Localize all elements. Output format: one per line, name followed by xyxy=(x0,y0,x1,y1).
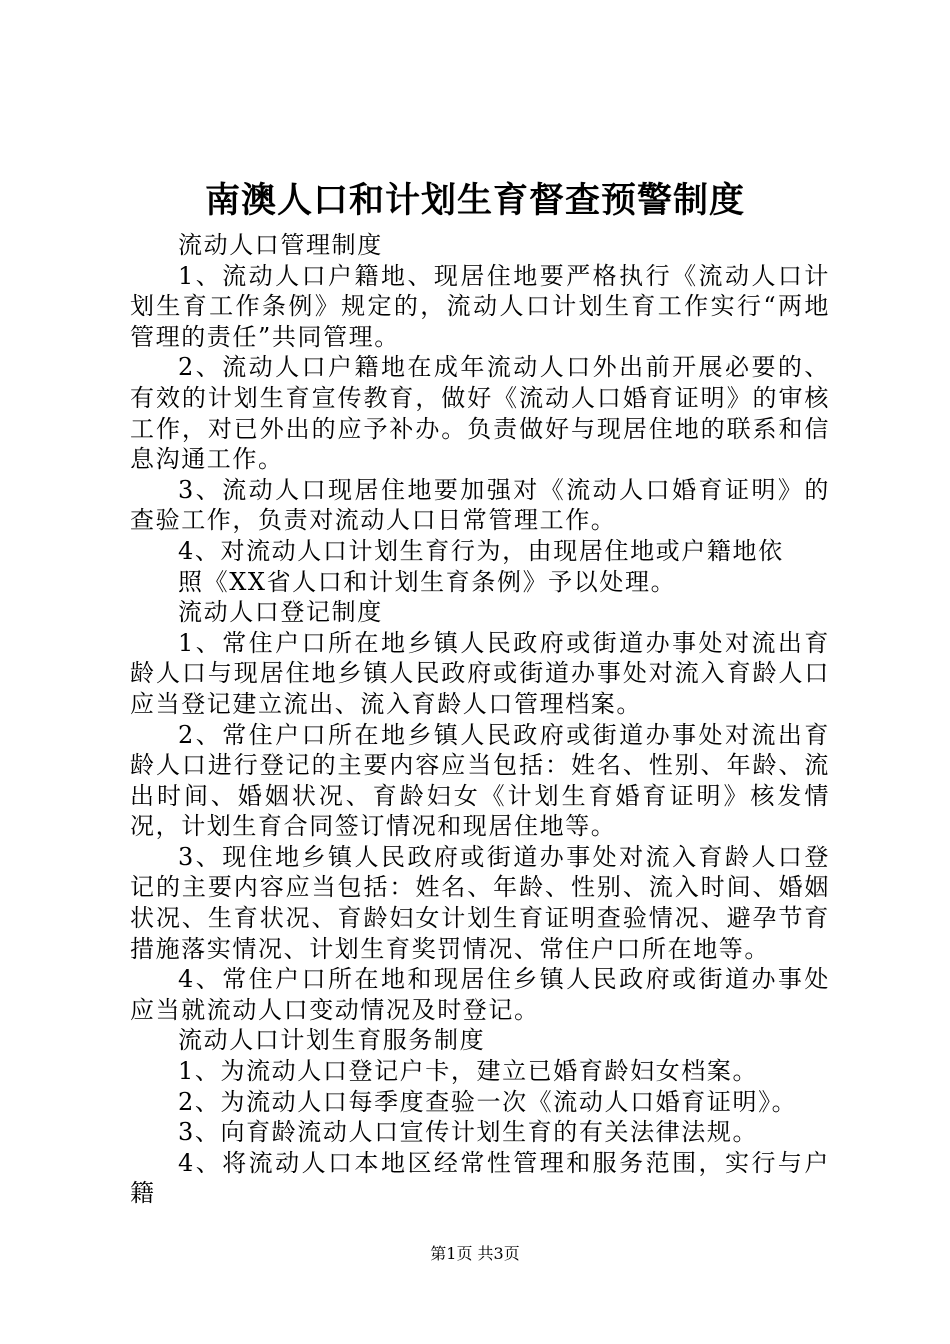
paragraph: 2、流动人口户籍地在成年流动人口外出前开展必要的、有效的计划生育宣传教育，做好《流动人口婚育证明》的审核工作，对已外出的应予补办。负责做好与现居住地的联系和信息沟通工作。 xyxy=(130,353,830,474)
paragraph: 3、现住地乡镇人民政府或街道办事处对流入育龄人口登记的主要内容应当包括：姓名、年龄、性别、流入时间、婚姻状况、生育状况、育龄妇女计划生育证明查验情况、避孕节育措施落实情况、计划生育奖罚情况、常住户口所在地等。 xyxy=(130,842,830,963)
paragraph: 4、将流动人口本地区经常性管理和服务范围，实行与户籍 xyxy=(130,1148,830,1208)
paragraph: 3、向育龄流动人口宣传计划生育的有关法律法规。 xyxy=(178,1118,759,1147)
page-footer: 第1页 共3页 xyxy=(430,1244,520,1263)
section-heading-service: 流动人口计划生育服务制度 xyxy=(178,1026,486,1055)
paragraph: 2、常住户口所在地乡镇人民政府或街道办事处对流出育龄人口进行登记的主要内容应当包括：姓名、性别、年龄、流出时间、婚姻状况、育龄妇女《计划生育婚育证明》核发情况，计划生育合同签订情况和现居住地等。 xyxy=(130,720,830,841)
paragraph: 1、流动人口户籍地、现居住地要严格执行《流动人口计划生育工作条例》规定的，流动人口计划生育工作实行“两地管理的责任”共同管理。 xyxy=(130,261,830,351)
paragraph: 2、为流动人口每季度查验一次《流动人口婚育证明》。 xyxy=(178,1087,798,1116)
paragraph: 4、常住户口所在地和现居住乡镇人民政府或街道办事处应当就流动人口变动情况及时登记。 xyxy=(130,965,830,1024)
section-heading-registration: 流动人口登记制度 xyxy=(178,598,383,627)
paragraph: 1、为流动人口登记户卡，建立已婚育龄妇女档案。 xyxy=(178,1057,759,1086)
paragraph: 3、流动人口现居住地要加强对《流动人口婚育证明》的查验工作，负责对流动人口日常管理工作。 xyxy=(130,475,830,535)
paragraph: 1、常住户口所在地乡镇人民政府或街道办事处对流出育龄人口与现居住地乡镇人民政府或街道办事处对流入育龄人口应当登记建立流出、流入育龄人口管理档案。 xyxy=(130,628,830,718)
paragraph: 4、对流动人口计划生育行为，由现居住地或户籍地依 xyxy=(178,536,784,565)
paragraph: 照《XX省人口和计划生育条例》予以处理。 xyxy=(178,567,677,596)
section-heading-management: 流动人口管理制度 xyxy=(178,231,383,259)
document-title: 南澳人口和计划生育督查预警制度 xyxy=(204,180,745,221)
document-body xyxy=(130,230,830,1209)
